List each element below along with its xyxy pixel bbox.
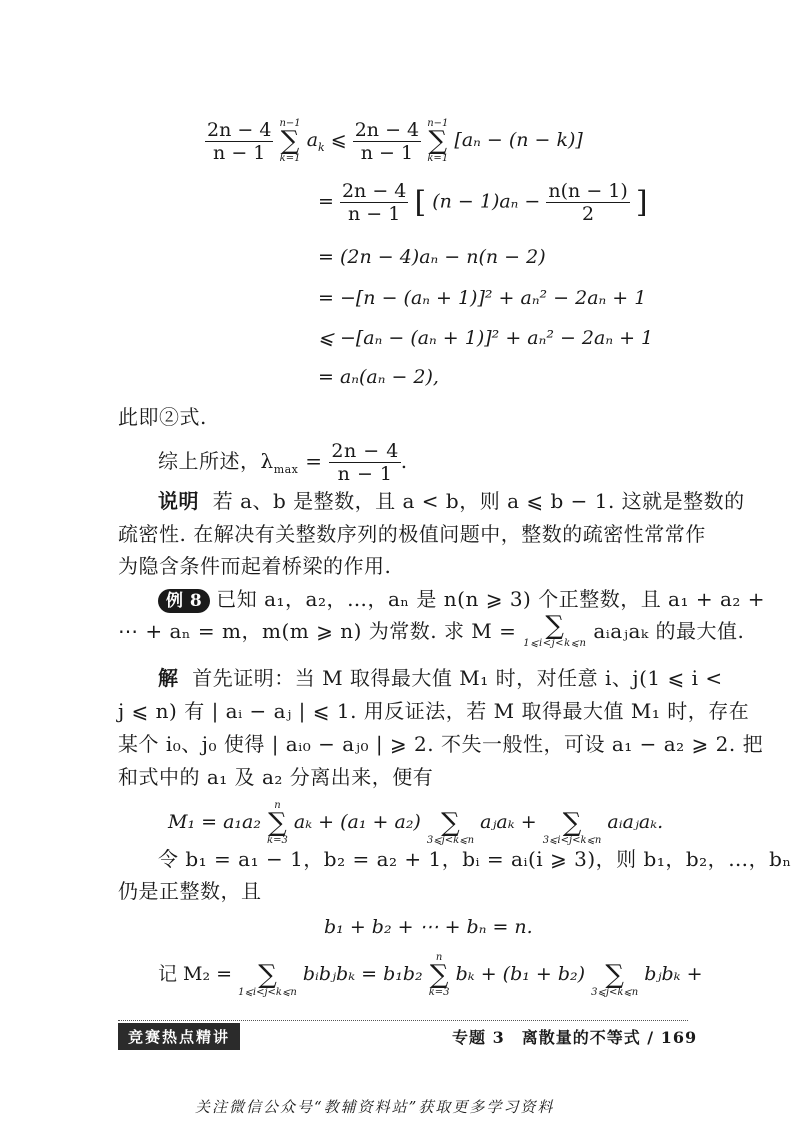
fraction-numerator: 2n − 4 — [331, 440, 399, 462]
sum-lower-limit: k=3 — [428, 987, 450, 998]
paragraph-summary — [158, 440, 408, 487]
summation: ∑ 3⩽j<k⩽n — [591, 960, 639, 998]
fraction-numerator: n(n − 1) — [548, 180, 628, 202]
fraction — [340, 180, 408, 225]
solution-line-3: 某个 i₀、j₀ 使得 | aᵢ₀ − aⱼ₀ | ⩾ 2. 不失一般性，可设 a₁ − a₂ ⩾ 2. 把 — [118, 732, 764, 756]
footer-chapter-page: 专题 3 离散量的不等式 / 169 — [452, 1028, 698, 1047]
note-text: 若 a、b 是整数，且 a < b，则 a ⩽ b − 1. 这就是整数的 — [212, 489, 745, 513]
summation: n ∑ k=3 — [267, 800, 288, 846]
note-line-2: 疏密性. 在解决有关整数序列的极值问题中，整数的疏密性常常作 — [118, 522, 706, 546]
m1-end: aᵢaⱼaₖ. — [607, 811, 664, 833]
solution-label: 解 — [158, 666, 179, 690]
fraction-numerator: 2n − 4 — [207, 118, 272, 141]
solution-line-4: 和式中的 a₁ 及 a₂ 分离出来，便有 — [118, 765, 434, 789]
sum-lower-limit: 3⩽j<k⩽n — [426, 835, 475, 846]
fraction — [353, 119, 421, 164]
example-line-2 — [118, 611, 745, 649]
inner-expression: (n − 1)aₙ − — [432, 190, 541, 213]
sum-upper-limit: n−1 — [279, 118, 301, 129]
note-label: 说明 — [158, 489, 199, 513]
example-text: aᵢaⱼaₖ 的最大值. — [593, 619, 745, 643]
b-line-1: 令 b₁ = a₁ − 1，b₂ = a₂ + 1，bᵢ = aᵢ(i ⩾ 3)，则 b₁，b₂，…，bₙ — [158, 847, 792, 871]
example-text: 已知 a₁，a₂，…，aₙ 是 n(n ⩾ 3) 个正整数，且 a₁ + a₂ + — [216, 587, 766, 611]
equals-sign: = — [298, 449, 330, 473]
sum-lower-limit: 3⩽j<k⩽n — [591, 987, 639, 998]
summation: n−1 ∑ k=1 — [427, 118, 449, 164]
note-line-1 — [158, 484, 745, 518]
bracket-expression: [aₙ − (n − k)] — [454, 129, 583, 151]
summation: n ∑ k=3 — [428, 952, 450, 998]
equation-m2 — [158, 952, 703, 998]
lambda-subscript: max — [273, 463, 299, 476]
paragraph-conclusion: 此即②式. — [118, 405, 207, 429]
summation: ∑ 3⩽j<k⩽n — [426, 808, 475, 846]
b-sum-equation: b₁ + b₂ + ⋯ + bₙ = n. — [324, 916, 533, 938]
equation-line-3: = (2n − 4)aₙ − n(n − 2) — [318, 246, 546, 268]
period: . — [400, 449, 408, 473]
m1-middle: aₖ + (a₁ + a₂) — [293, 811, 421, 833]
fraction — [546, 180, 629, 225]
equation-line-5: ⩽ −[aₙ − (aₙ + 1)]² + aₙ² − 2aₙ + 1 — [318, 327, 654, 349]
solution-line-1 — [158, 661, 723, 695]
m1-middle-2: aⱼaₖ + — [480, 811, 537, 833]
summation: ∑ 1⩽i<j<k⩽n — [523, 611, 587, 649]
m2-end: bⱼbₖ + — [644, 963, 703, 985]
m2-left: 记 M₂ = — [158, 963, 233, 985]
m1-left: M₁ = a₁a₂ — [168, 811, 261, 833]
summation: ∑ 3⩽i<j<k⩽n — [542, 808, 602, 846]
fraction-numerator: 2n − 4 — [341, 180, 407, 202]
equation-m1 — [168, 800, 663, 846]
equation-line-4: = −[n − (aₙ + 1)]² + aₙ² − 2aₙ + 1 — [318, 287, 647, 309]
fraction — [205, 119, 273, 164]
summation: n−1 ∑ k=1 — [279, 118, 301, 164]
footer-divider — [118, 1020, 688, 1021]
sum-lower-limit: 1⩽i<j<k⩽n — [238, 987, 297, 998]
fraction-denominator: n − 1 — [213, 141, 266, 164]
bottom-watermark-note: 关注微信公众号“教辅资料站”获取更多学习资料 — [195, 1098, 555, 1116]
footer-section-tag: 竞赛热点精讲 — [118, 1023, 240, 1050]
equation-line-6: = aₙ(aₙ − 2), — [318, 366, 439, 388]
sum-upper-limit: n — [274, 800, 281, 811]
example-line-1 — [158, 582, 765, 616]
equation-line-1 — [205, 118, 583, 164]
relation-symbol: ⩽ — [330, 129, 347, 151]
m2-middle-2: bₖ + (b₁ + b₂) — [455, 963, 586, 985]
fraction — [329, 440, 400, 485]
example-badge: 例 8 — [158, 589, 210, 613]
sum-lower-limit: k=3 — [267, 835, 288, 846]
sum-upper-limit: n — [435, 952, 443, 963]
b-line-2: 仍是正整数，且 — [118, 879, 262, 903]
solution-text: 首先证明：当 M 取得最大值 M₁ 时，对任意 i、j(1 ⩽ i < — [192, 666, 723, 690]
sum-lower-limit: k=1 — [279, 153, 301, 164]
example-text: ⋯ + aₙ = m，m(m ⩾ n) 为常数. 求 M = — [118, 619, 517, 643]
sum-upper-limit: n−1 — [427, 118, 449, 129]
m2-middle: bᵢbⱼbₖ = b₁b₂ — [302, 963, 423, 985]
sum-lower-limit: 3⩽i<j<k⩽n — [542, 835, 602, 846]
solution-line-2: j ⩽ n) 有 | aᵢ − aⱼ | ⩽ 1. 用反证法，若 M 取得最大值 M₁ 时，存在 — [118, 699, 750, 723]
note-line-3: 为隐含条件而起着桥梁的作用. — [118, 554, 392, 578]
fraction-denominator: 2 — [582, 203, 595, 225]
fraction-denominator: n − 1 — [360, 141, 414, 164]
summation: ∑ 1⩽i<j<k⩽n — [238, 960, 297, 998]
fraction-denominator: n − 1 — [348, 203, 401, 225]
sum-lower-limit: 1⩽i<j<k⩽n — [523, 638, 587, 649]
term: a — [306, 129, 319, 151]
fraction-numerator: 2n − 4 — [354, 118, 420, 141]
term-subscript: k — [318, 140, 325, 154]
fraction-denominator: n − 1 — [337, 463, 393, 485]
sum-lower-limit: k=1 — [427, 153, 449, 164]
equation-line-2: = $\frac{2n - 4}{n - 1}$ [ (n − 1)aₙ − $\frac{n(n - 1)}{2}$ ] — [318, 180, 648, 225]
summary-text: 综上所述，λ — [158, 449, 274, 473]
